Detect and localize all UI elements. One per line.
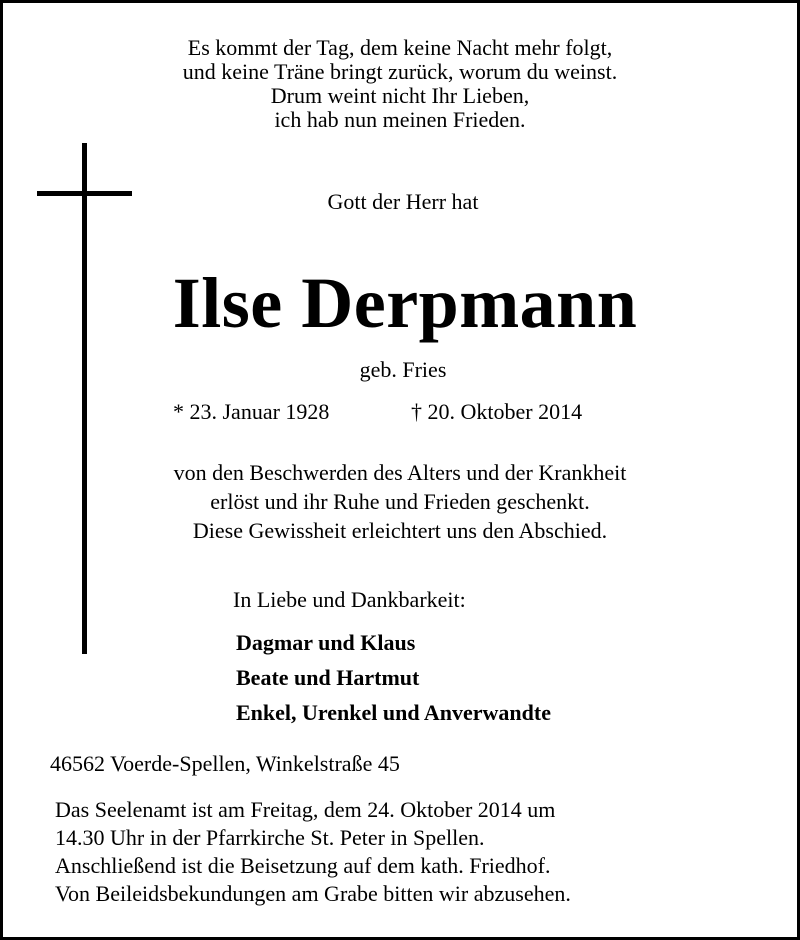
maiden-name: geb. Fries bbox=[359, 357, 447, 382]
poem-line: und keine Träne bringt zurück, worum du weinst. bbox=[182, 59, 618, 84]
service-line: 14.30 Uhr in der Pfarrkirche St. Peter in Spellen. bbox=[55, 825, 485, 850]
poem bbox=[3, 36, 797, 132]
birth-date: * 23. Januar 1928 bbox=[173, 399, 330, 424]
cross-icon bbox=[82, 143, 87, 654]
poem-line: Es kommt der Tag, dem keine Nacht mehr folgt, bbox=[187, 35, 613, 60]
death-date: † 20. Oktober 2014 bbox=[411, 399, 583, 424]
mourners-list bbox=[236, 625, 551, 730]
deceased-name: Ilse Derpmann bbox=[172, 263, 638, 343]
poem-line: ich hab nun meinen Frieden. bbox=[274, 107, 526, 132]
body-line: erlöst und ihr Ruhe und Frieden geschenkt. bbox=[210, 489, 590, 514]
poem-line: Drum weint nicht Ihr Lieben, bbox=[270, 83, 530, 108]
mourner: Enkel, Urenkel und Anverwandte bbox=[236, 700, 551, 725]
service-info bbox=[55, 796, 571, 908]
mourner: Beate und Hartmut bbox=[236, 665, 420, 690]
service-line: Anschließend ist die Beisetzung auf dem kath. Friedhof. bbox=[55, 853, 551, 878]
intro-text: Gott der Herr hat bbox=[327, 189, 479, 214]
mourner: Dagmar und Klaus bbox=[236, 630, 416, 655]
body-line: Diese Gewissheit erleichtert uns den Abschied. bbox=[192, 518, 608, 543]
address: 46562 Voerde-Spellen, Winkelstraße 45 bbox=[50, 751, 400, 776]
thanks-line: In Liebe und Dankbarkeit: bbox=[233, 587, 466, 612]
service-line: Von Beileidsbekundungen am Grabe bitten wir abzusehen. bbox=[55, 881, 571, 906]
service-line: Das Seelenamt ist am Freitag, dem 24. Oktober 2014 um bbox=[55, 797, 556, 822]
body-line: von den Beschwerden des Alters und der Krankheit bbox=[173, 460, 627, 485]
life-dates bbox=[173, 399, 643, 425]
body-text bbox=[3, 458, 797, 545]
